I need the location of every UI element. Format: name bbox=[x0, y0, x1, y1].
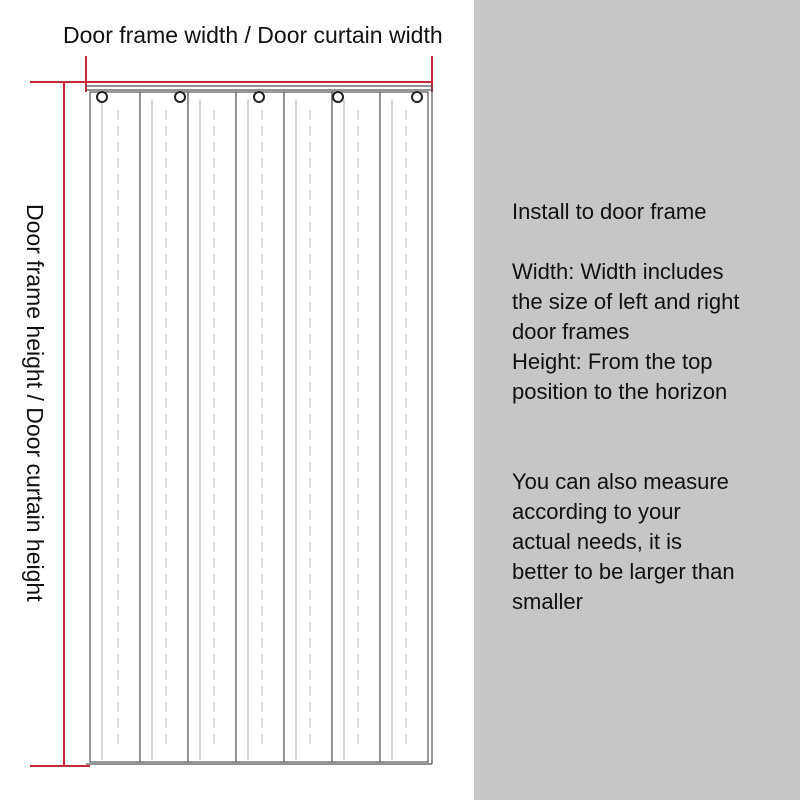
curtain-strip bbox=[236, 92, 284, 762]
measure-advice-line: actual needs, it is bbox=[512, 529, 682, 554]
width-height-notes bbox=[512, 257, 782, 407]
width-note-line: the size of left and right bbox=[512, 289, 740, 314]
curtain-strip bbox=[380, 92, 428, 762]
height-note-line: position to the horizon bbox=[512, 379, 728, 404]
grommet-icon bbox=[412, 92, 422, 102]
measure-advice-line: You can also measure bbox=[512, 469, 729, 494]
grommet-icon bbox=[97, 92, 107, 102]
install-note bbox=[512, 197, 782, 227]
measure-advice bbox=[512, 467, 782, 617]
measure-advice-line: according to your bbox=[512, 499, 681, 524]
width-note-line: Width: Width includes bbox=[512, 259, 724, 284]
grommet-icon bbox=[254, 92, 264, 102]
grommet-icon bbox=[175, 92, 185, 102]
height-dimension-label: Door frame height / Door curtain height bbox=[22, 204, 48, 602]
curtain-top-rail bbox=[86, 86, 432, 90]
install-text: Install to door frame bbox=[512, 199, 707, 224]
height-note-line: Height: From the top bbox=[512, 349, 713, 374]
curtain-strip bbox=[140, 92, 188, 762]
curtain-strips bbox=[90, 92, 428, 762]
width-note-line: door frames bbox=[512, 319, 630, 344]
measure-advice-line: better to be larger than bbox=[512, 559, 735, 584]
grommet-icon bbox=[333, 92, 343, 102]
curtain-strip bbox=[332, 92, 380, 762]
curtain-strip bbox=[90, 92, 140, 762]
curtain-strip bbox=[284, 92, 332, 762]
curtain-strip bbox=[188, 92, 236, 762]
width-dimension-label: Door frame width / Door curtain width bbox=[63, 22, 443, 48]
measure-advice-line: smaller bbox=[512, 589, 583, 614]
